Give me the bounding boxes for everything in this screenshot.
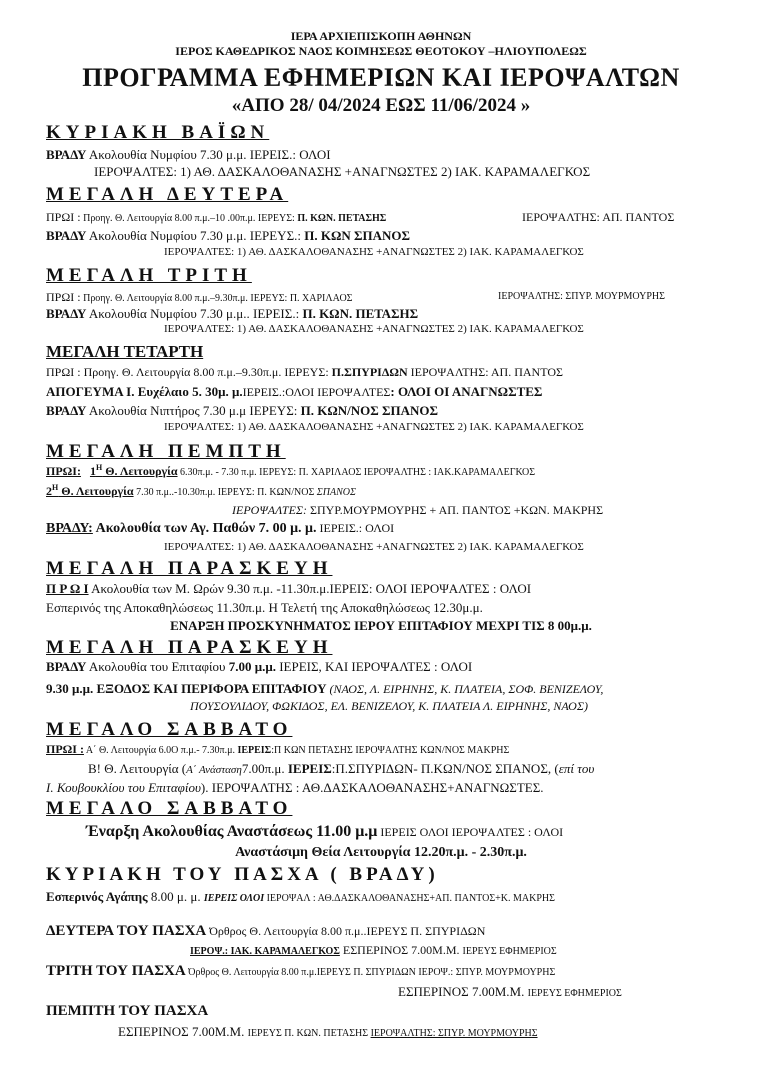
chanters-line: ΙΕΡΟΨΑΛΤΕΣ: 1) ΑΘ. ΔΑΣΚΑΛΟΘΑΝΑΣΗΣ +ΑΝΑΓΝΩΣΤΕΣ 2) ΙΑΚ. ΚΑΡΑΜΑΛΕΓΚΟΣ xyxy=(164,421,584,433)
announcement: ΕΝΑΡΞΗ ΠΡΟΣΚΥΝΗΜΑΤΟΣ ΙΕΡΟΥ ΕΠΙΤΑΦΙΟΥ ΜΕΧΡΙ ΤΙΣ 8 00μ.μ. xyxy=(170,618,592,633)
schedule-line: ΠΡΩΙ : Α΄ Θ. Λειτουργία 6.0Ο π.μ.- 7.30π.μ. ΙΕΡΕΙΣ:Π ΚΩΝ ΠΕΤΑΣΗΣ ΙΕΡΟΨΑΛΤΗΣ ΚΩΝ/ΝΟΣ ΜΑΚΡΗΣ xyxy=(46,742,510,756)
day-heading: ΜΕΓΑΛΟ ΣΑΒΒΑΤΟ xyxy=(46,798,293,819)
day-heading: ΚΥΡΙΑΚΗ ΒΑΪΩΝ xyxy=(46,122,270,143)
day-heading: ΚΥΡΙΑΚΗ ΤΟΥ ΠΑΣΧΑ ( ΒΡΑΔΥ) xyxy=(46,864,439,885)
schedule-line: ΠΡΩΙ : Προηγ. Θ. Λειτουργία 8.00 π.μ.–10 .00π.μ. ΙΕΡΕΥΣ: Π. ΚΩΝ. ΠΕΤΑΣΗΣ xyxy=(46,210,387,224)
procession-line: 9.30 μ.μ. ΕΞΟΔΟΣ ΚΑΙ ΠΕΡΙΦΟΡΑ ΕΠΙΤΑΦΙΟΥ (ΝΑΟΣ, Λ. ΕΙΡΗΝΗΣ, Κ. ΠΛΑΤΕΙΑ, ΣΟΦ. ΒΕΝΙΖΕΛΟΥ, xyxy=(46,681,604,696)
chanters-line: ΙΕΡΟΨΑΛΤΕΣ: 1) ΑΘ. ΔΑΣΚΑΛΟΘΑΝΑΣΗΣ +ΑΝΑΓΝΩΣΤΕΣ 2) ΙΑΚ. ΚΑΡΑΜΑΛΕΓΚΟΣ xyxy=(164,323,584,335)
schedule-line: ΒΡΑΔΥ Ακολουθία Νυμφίου 7.30 μ.μ. ΙΕΡΕΥΣ.: Π. ΚΩΝ ΣΠΑΝΟΣ xyxy=(46,228,411,243)
procession-route: ΠΟΥΣΟΥΛΙΔΟΥ, ΦΩΚΙΔΟΣ, ΕΛ. ΒΕΝΙΖΕΛΟΥ, Κ. ΠΛΑΤΕΙΑ Λ. ΕΙΡΗΝΗΣ, ΝΑΟΣ) xyxy=(190,699,588,713)
day-heading: ΜΕΓΑΛΗ ΠΕΜΠΤΗ xyxy=(46,441,286,462)
schedule-line: ΠΡΩΙ: $1^H$ Θ. Λειτουργία 6.30π.μ. - 7.30 π.μ. ΙΕΡΕΥΣ: Π. ΧΑΡΙΛΑΟΣ ΙΕΡΟΨΑΛΤΗΣ : ΙΑΚ.ΚΑΡΑΜΑΛΕΓΚΟΣ xyxy=(46,463,536,478)
schedule-line: ΒΡΑΔΥ Ακολουθία του Επιταφίου 7.00 μ.μ. ΙΕΡΕΙΣ, ΚΑΙ ΙΕΡΟΨΑΛΤΕΣ : ΟΛΟΙ xyxy=(46,659,473,674)
schedule-line: ΤΡΙΤΗ ΤΟΥ ΠΑΣΧΑ Όρθρος Θ. Λειτουργία 8.00 π.μ.ΙΕΡΕΥΣ Π. ΣΠΥΡΙΔΩΝ ΙΕΡΟΨ.: ΣΠΥΡ. ΜΟΥΡΜΟΥΡΗΣ xyxy=(46,963,556,979)
schedule-line: Αναστάσιμη Θεία Λειτουργία 12.20π.μ. - 2.30π.μ. xyxy=(235,845,527,860)
schedule-line: Ι. Κουβουκλίου του Επιταφίου). ΙΕΡΟΨΑΛΤΗΣ : ΑΘ.ΔΑΣΚΑΛΟΘΑΝΑΣΗΣ+ΑΝΑΓΝΩΣΤΕΣ. xyxy=(46,780,544,795)
day-heading: ΜΕΓΑΛΗ ΔΕΥΤΕΡΑ xyxy=(46,184,289,205)
day-heading: ΜΕΓΑΛΗ ΤΡΙΤΗ xyxy=(46,265,252,286)
day-heading: ΜΕΓΑΛΗ ΠΑΡΑΣΚΕΥΗ xyxy=(46,637,333,658)
day-heading: ΜΕΓΑΛΗ ΤΕΤΑΡΤΗ xyxy=(46,342,204,361)
day-heading: ΜΕΓΑΛΗ ΠΑΡΑΣΚΕΥΗ xyxy=(46,558,333,579)
schedule-line: ΒΡΑΔΥ Ακολουθία Νυμφίου 7.30 μ.μ. ΙΕΡΕΙΣ.: ΟΛΟΙ xyxy=(46,147,331,162)
schedule-line: Β! Θ. Λειτουργία (Α΄ Ανάσταση7.00π.μ. ΙΕΡΕΙΣ:Π.ΣΠΥΡΙΔΩΝ- Π.ΚΩΝ/ΝΟΣ ΣΠΑΝΟΣ, (επί του xyxy=(88,761,595,776)
schedule-line: Έναρξη Ακολουθίας Αναστάσεως 11.00 μ.μ ΙΕΡΕΙΣ ΟΛΟΙ ΙΕΡΟΨΑΛΤΕΣ : ΟΛΟΙ xyxy=(86,823,564,840)
schedule-line: ΠΡΩΙ : Προηγ. Θ. Λειτουργία 8.00 π.μ.–9.30π.μ. ΙΕΡΕΥΣ: Π.ΣΠΥΡΙΔΩΝ ΙΕΡΟΨΑΛΤΗΣ: ΑΠ. ΠΑΝΤΟΣ xyxy=(46,365,563,379)
schedule-line: $2^H$ Θ. Λειτουργία 7.30 π.μ..-10.30π.μ. ΙΕΡΕΥΣ: Π. ΚΩΝ/ΝΟΣ ΣΠΑΝΟΣ xyxy=(46,483,356,498)
chanters-line: ΙΕΡΟΨΑΛΤΕΣ: ΣΠΥΡ.ΜΟΥΡΜΟΥΡΗΣ + ΑΠ. ΠΑΝΤΟΣ +ΚΩΝ. ΜΑΚΡΗΣ xyxy=(232,503,604,517)
page-title: ΠΡΟΓΡΑΜΜΑ ΕΦΗΜΕΡΙΩΝ ΚΑΙ ΙΕΡΟΨΑΛΤΩΝ xyxy=(82,63,680,92)
day-heading: ΜΕΓΑΛΟ ΣΑΒΒΑΤΟ xyxy=(46,719,293,740)
schedule-line: ΑΠΟΓΕΥΜΑ Ι. Ευχέλαιο 5. 30μ. μ.ΙΕΡΕΙΣ.:ΟΛΟΙ ΙΕΡΟΨΑΛΤΕΣ: ΟΛΟΙ ΟΙ ΑΝΑΓΝΩΣΤΕΣ xyxy=(46,384,543,399)
schedule-line: ΒΡΑΔΥ Ακολουθία Νιπτήρος 7.30 μ.μ ΙΕΡΕΥΣ: Π. ΚΩΝ/ΝΟΣ ΣΠΑΝΟΣ xyxy=(46,403,439,418)
schedule-line: ΔΕΥΤΕΡΑ ΤΟΥ ΠΑΣΧΑ Όρθρος Θ. Λειτουργία 8.00 π.μ..ΙΕΡΕΥΣ Π. ΣΠΥΡΙΔΩΝ xyxy=(46,923,486,939)
chanters-line: ΙΕΡΟΨΑΛΤΕΣ: 1) ΑΘ. ΔΑΣΚΑΛΟΘΑΝΑΣΗΣ +ΑΝΑΓΝΩΣΤΕΣ 2) ΙΑΚ. ΚΑΡΑΜΑΛΕΓΚΟΣ xyxy=(94,164,591,179)
schedule-line: Π Ρ Ω Ι Ακολουθία των Μ. Ωρών 9.30 π.μ. -11.30π.μ.ΙΕΡΕΙΣ: ΟΛΟΙ ΙΕΡΟΨΑΛΤΕΣ : ΟΛΟΙ xyxy=(46,581,532,596)
archdiocese-line: ΙΕΡΑ ΑΡΧΙΕΠΙΣΚΟΠΗ ΑΘΗΝΩΝ xyxy=(290,29,472,43)
schedule-line: Εσπερινός της Αποκαθηλώσεως 11.30π.μ. Η Τελετή της Αποκαθηλώσεως 12.30μ.μ. xyxy=(46,600,483,615)
chanters-line: ΙΕΡΟΨΑΛΤΕΣ: 1) ΑΘ. ΔΑΣΚΑΛΟΘΑΝΑΣΗΣ +ΑΝΑΓΝΩΣΤΕΣ 2) ΙΑΚ. ΚΑΡΑΜΑΛΕΓΚΟΣ xyxy=(164,246,584,258)
schedule-line: ΠΡΩΙ : Προηγ. Θ. Λειτουργία 8.00 π.μ.–9.30π.μ. ΙΕΡΕΥΣ: Π. ΧΑΡΙΛΑΟΣ xyxy=(46,290,353,304)
chanter-note: ΙΕΡΟΨΑΛΤΗΣ: ΑΠ. ΠΑΝΤΟΣ xyxy=(522,210,675,224)
schedule-line: Εσπερινός Αγάπης 8.00 μ. μ. ΙΕΡΕΙΣ ΟΛΟΙ ΙΕΡΟΨΑΛ : ΑΘ.ΔΑΣΚΑΛΟΘΑΝΑΣΗΣ+ΑΠ. ΠΑΝΤΟΣ+Κ. ΜΑΚΡΗΣ xyxy=(46,889,555,904)
schedule-line: ΕΣΠΕΡΙΝΟΣ 7.00Μ.Μ. ΙΕΡΕΥΣ ΕΦΗΜΕΡΙΟΣ xyxy=(398,984,622,999)
day-heading: ΠΕΜΠΤΗ ΤΟΥ ΠΑΣΧΑ xyxy=(46,1003,209,1019)
schedule-line: ΕΣΠΕΡΙΝΟΣ 7.00Μ.Μ. ΙΕΡΕΥΣ Π. ΚΩΝ. ΠΕΤΑΣΗΣ ΙΕΡΟΨΑΛΤΗΣ: ΣΠΥΡ. ΜΟΥΡΜΟΥΡΗΣ xyxy=(118,1024,538,1039)
period-subtitle: «ΑΠΟ 28/ 04/2024 ΕΩΣ 11/06/2024 » xyxy=(231,95,531,116)
cathedral-line: ΙΕΡΟΣ ΚΑΘΕΔΡΙΚΟΣ ΝΑΟΣ ΚΟΙΜΗΣΕΩΣ ΘΕΟΤΟΚΟΥ –ΗΛΙΟΥΠΟΛΕΩΣ xyxy=(175,44,587,58)
chanter-note: ΙΕΡΟΨΑΛΤΗΣ: ΣΠΥΡ. ΜΟΥΡΜΟΥΡΗΣ xyxy=(498,291,665,302)
chanters-line: ΙΕΡΟΨΑΛΤΕΣ: 1) ΑΘ. ΔΑΣΚΑΛΟΘΑΝΑΣΗΣ +ΑΝΑΓΝΩΣΤΕΣ 2) ΙΑΚ. ΚΑΡΑΜΑΛΕΓΚΟΣ xyxy=(164,541,584,553)
schedule-line: ΙΕΡΟΨ.: ΙΑΚ. ΚΑΡΑΜΑΛΕΓΚΟΣ ΕΣΠΕΡΙΝΟΣ 7.00Μ.Μ. ΙΕΡΕΥΣ ΕΦΗΜΕΡΙΟΣ xyxy=(190,943,557,957)
schedule-line: ΒΡΑΔΥ Ακολουθία Νυμφίου 7.30 μ.μ.. ΙΕΡΕΙΣ.: Π. ΚΩΝ. ΠΕΤΑΣΗΣ xyxy=(46,306,419,321)
schedule-line: ΒΡΑΔΥ: Ακολουθία των Αγ. Παθών 7. 00 μ. μ. ΙΕΡΕΙΣ.: ΟΛΟΙ xyxy=(46,521,395,536)
